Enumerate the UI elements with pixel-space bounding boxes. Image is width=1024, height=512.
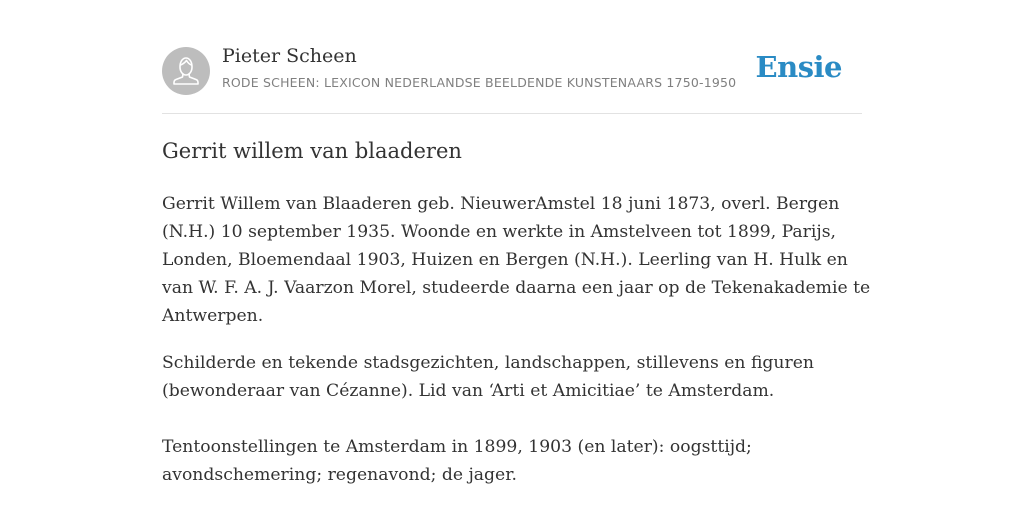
paragraph-exhibitions: Tentoonstellingen te Amsterdam in 1899, 1903 (en later): oogsttijd; avondschemering; regenavond; de jager. xyxy=(162,437,752,485)
user-icon xyxy=(162,47,210,95)
author-name[interactable]: Pieter Scheen xyxy=(222,45,357,67)
source-title[interactable]: RODE SCHEEN: LEXICON NEDERLANDSE BEELDENDE KUNSTENAARS 1750-1950 xyxy=(222,75,737,90)
ensie-logo[interactable]: Ensie xyxy=(755,50,842,84)
page-container xyxy=(162,0,871,485)
paragraph-work: Schilderde en tekende stadsgezichten, landschappen, stillevens en figuren (bewonderaar van Cézanne). Lid van ‘Arti et Amicitiae’ te Amsterdam. xyxy=(162,353,814,401)
avatar[interactable] xyxy=(162,47,210,95)
paragraph-biography: Gerrit Willem van Blaaderen geb. NieuwerAmstel 18 juni 1873, overl. Bergen (N.H.) 10 september 1935. Woonde en werkte in Amstelveen tot 1899, Parijs, Londen, Bloemendaal 1903, Huizen en Bergen (N.H.). Leerling van H. Hulk en van W. F. A. J. Vaarzon Morel, studeerde daarna een jaar op de Tekenakademie te Antwerpen. xyxy=(162,194,871,326)
article-header xyxy=(162,0,862,114)
article-title: Gerrit willem van blaaderen xyxy=(162,139,462,163)
article-body xyxy=(162,190,872,489)
